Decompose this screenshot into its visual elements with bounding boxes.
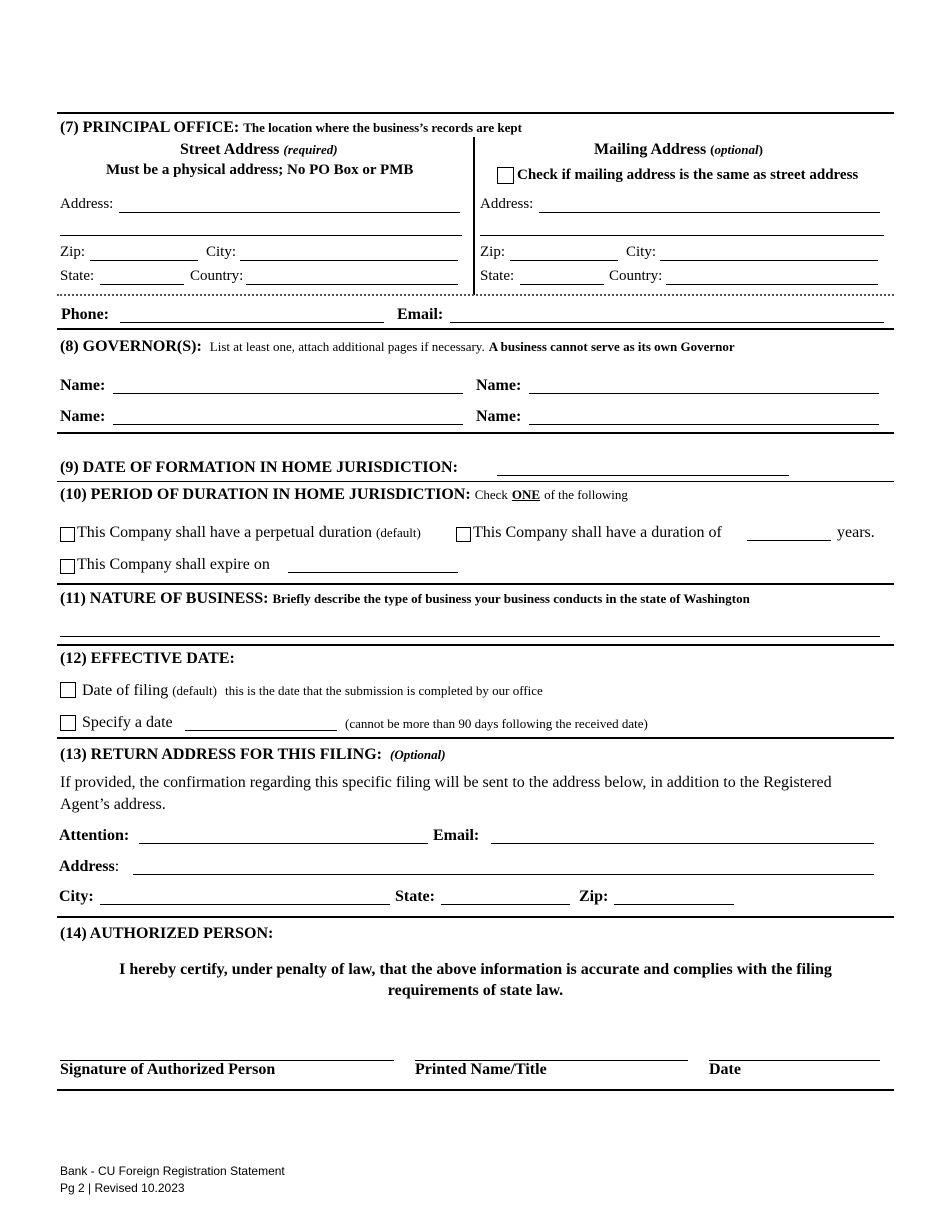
- street-city-field[interactable]: [240, 260, 458, 261]
- return-address-description-line1: If provided, the confirmation regarding this specific filing will be sent to the address below, in addition to the Registered: [60, 774, 832, 791]
- street-address-field[interactable]: [119, 212, 460, 213]
- return-address-field[interactable]: [133, 874, 874, 875]
- duration-years-label: This Company shall have a duration of: [473, 524, 722, 541]
- printed-name-label: Printed Name/Title: [415, 1061, 547, 1078]
- perpetual-duration-label: This Company shall have a perpetual duration (default): [77, 524, 421, 541]
- specify-date-label: Specify a date: [82, 714, 173, 731]
- attention-label: Attention:: [59, 827, 130, 844]
- street-city-label: City:: [206, 244, 237, 260]
- certification-line1: I hereby certify, under penalty of law, that the above information is accurate and complies with the filing: [119, 961, 832, 978]
- perpetual-duration-checkbox[interactable]: [60, 527, 75, 542]
- mailing-address-label: Address:: [480, 196, 534, 212]
- date-of-filing-label: Date of filing (default) this is the date that the submission is completed by our office: [82, 682, 543, 699]
- street-address-label: Address:: [60, 196, 114, 212]
- mailing-state-field[interactable]: [520, 284, 604, 285]
- return-email-label: Email:: [433, 827, 480, 844]
- expire-date-field[interactable]: [288, 572, 458, 573]
- formation-date-field[interactable]: [497, 475, 789, 476]
- certification-line2: requirements of state law.: [387, 982, 564, 999]
- section-9-top-rule: [57, 432, 894, 434]
- specify-date-field[interactable]: [185, 730, 337, 731]
- mailing-zip-label: Zip:: [480, 244, 505, 260]
- section-10-heading: (10) PERIOD OF DURATION IN HOME JURISDICTION: Check ONE of the following: [60, 486, 628, 503]
- section-14-bottom-rule: [57, 1089, 894, 1091]
- section-12-top-rule: [57, 644, 894, 646]
- email-label: Email:: [397, 306, 444, 323]
- footer-page-revision: Pg 2 | Revised 10.2023: [60, 1181, 185, 1195]
- street-state-label: State:: [60, 268, 95, 284]
- return-zip-label: Zip:: [579, 888, 609, 905]
- return-address-description-line2: Agent’s address.: [60, 796, 166, 813]
- expire-date-checkbox[interactable]: [60, 559, 75, 574]
- dotted-separator: [57, 294, 894, 296]
- section-11-top-rule: [57, 583, 894, 585]
- nature-of-business-field[interactable]: [60, 636, 880, 637]
- return-city-field[interactable]: [100, 904, 390, 905]
- mailing-zip-field[interactable]: [510, 260, 618, 261]
- expire-date-label: This Company shall expire on: [77, 556, 270, 573]
- mailing-address-line2-field[interactable]: [480, 235, 884, 236]
- street-address-line2-field[interactable]: [60, 235, 462, 236]
- date-label: Date: [709, 1061, 741, 1078]
- governor-name-field-4[interactable]: [529, 424, 879, 425]
- duration-years-field[interactable]: [747, 540, 831, 541]
- years-label: years.: [837, 524, 875, 541]
- section-12-heading: (12) EFFECTIVE DATE:: [60, 650, 235, 667]
- mailing-state-label: State:: [480, 268, 515, 284]
- return-city-label: City:: [59, 888, 94, 905]
- phone-label: Phone:: [61, 306, 109, 323]
- return-state-field[interactable]: [441, 904, 570, 905]
- governor-name-label-1: Name:: [60, 377, 106, 394]
- return-zip-field[interactable]: [614, 904, 734, 905]
- date-of-filing-checkbox[interactable]: [60, 682, 76, 698]
- governor-name-label-2: Name:: [476, 377, 522, 394]
- mailing-city-field[interactable]: [660, 260, 878, 261]
- street-zip-field[interactable]: [90, 260, 198, 261]
- governor-name-label-3: Name:: [60, 408, 106, 425]
- governor-name-field-1[interactable]: [113, 393, 463, 394]
- mailing-address-heading: Mailing Address (optional): [594, 141, 763, 158]
- section-14-top-rule: [57, 916, 894, 918]
- phone-field[interactable]: [120, 322, 384, 323]
- street-address-note: Must be a physical address; No PO Box or PMB: [106, 162, 414, 178]
- same-address-checkbox[interactable]: [497, 167, 514, 184]
- footer-title: Bank - CU Foreign Registration Statement: [60, 1164, 285, 1178]
- mailing-country-field[interactable]: [666, 284, 878, 285]
- return-address-label: Address:: [59, 858, 120, 875]
- mailing-city-label: City:: [626, 244, 657, 260]
- duration-years-checkbox[interactable]: [456, 527, 471, 542]
- mailing-address-field[interactable]: [539, 212, 880, 213]
- street-country-label: Country:: [190, 268, 244, 284]
- section-9-heading: (9) DATE OF FORMATION IN HOME JURISDICTION:: [60, 459, 458, 476]
- section-13-top-rule: [57, 737, 894, 739]
- section-14-heading: (14) AUTHORIZED PERSON:: [60, 925, 274, 942]
- governor-name-label-4: Name:: [476, 408, 522, 425]
- column-divider: [473, 137, 475, 295]
- section-13-heading: (13) RETURN ADDRESS FOR THIS FILING: (Optional): [60, 746, 446, 763]
- return-email-field[interactable]: [491, 843, 874, 844]
- governor-name-field-2[interactable]: [529, 393, 879, 394]
- street-state-field[interactable]: [100, 284, 184, 285]
- street-zip-label: Zip:: [60, 244, 85, 260]
- section-8-top-rule: [57, 328, 894, 330]
- signature-label: Signature of Authorized Person: [60, 1061, 276, 1078]
- email-field[interactable]: [450, 322, 884, 323]
- specify-date-checkbox[interactable]: [60, 715, 76, 731]
- street-address-heading: Street Address (required): [180, 141, 338, 158]
- street-country-field[interactable]: [246, 284, 458, 285]
- section-8-heading: (8) GOVERNOR(S): List at least one, attach additional pages if necessary. A business cannot serve as its own Governor: [60, 338, 735, 355]
- mailing-country-label: Country:: [609, 268, 663, 284]
- section-7-top-rule: [57, 112, 894, 114]
- section-11-heading: (11) NATURE OF BUSINESS: Briefly describe the type of business your business conducts in the state of Washington: [60, 590, 750, 607]
- section-7-heading: (7) PRINCIPAL OFFICE: The location where the business’s records are kept: [60, 119, 522, 136]
- governor-name-field-3[interactable]: [113, 424, 463, 425]
- section-10-top-rule: [57, 481, 894, 482]
- same-address-label: Check if mailing address is the same as street address: [517, 167, 859, 183]
- return-state-label: State:: [395, 888, 435, 905]
- attention-field[interactable]: [139, 843, 428, 844]
- specify-date-note: (cannot be more than 90 days following the received date): [345, 716, 648, 731]
